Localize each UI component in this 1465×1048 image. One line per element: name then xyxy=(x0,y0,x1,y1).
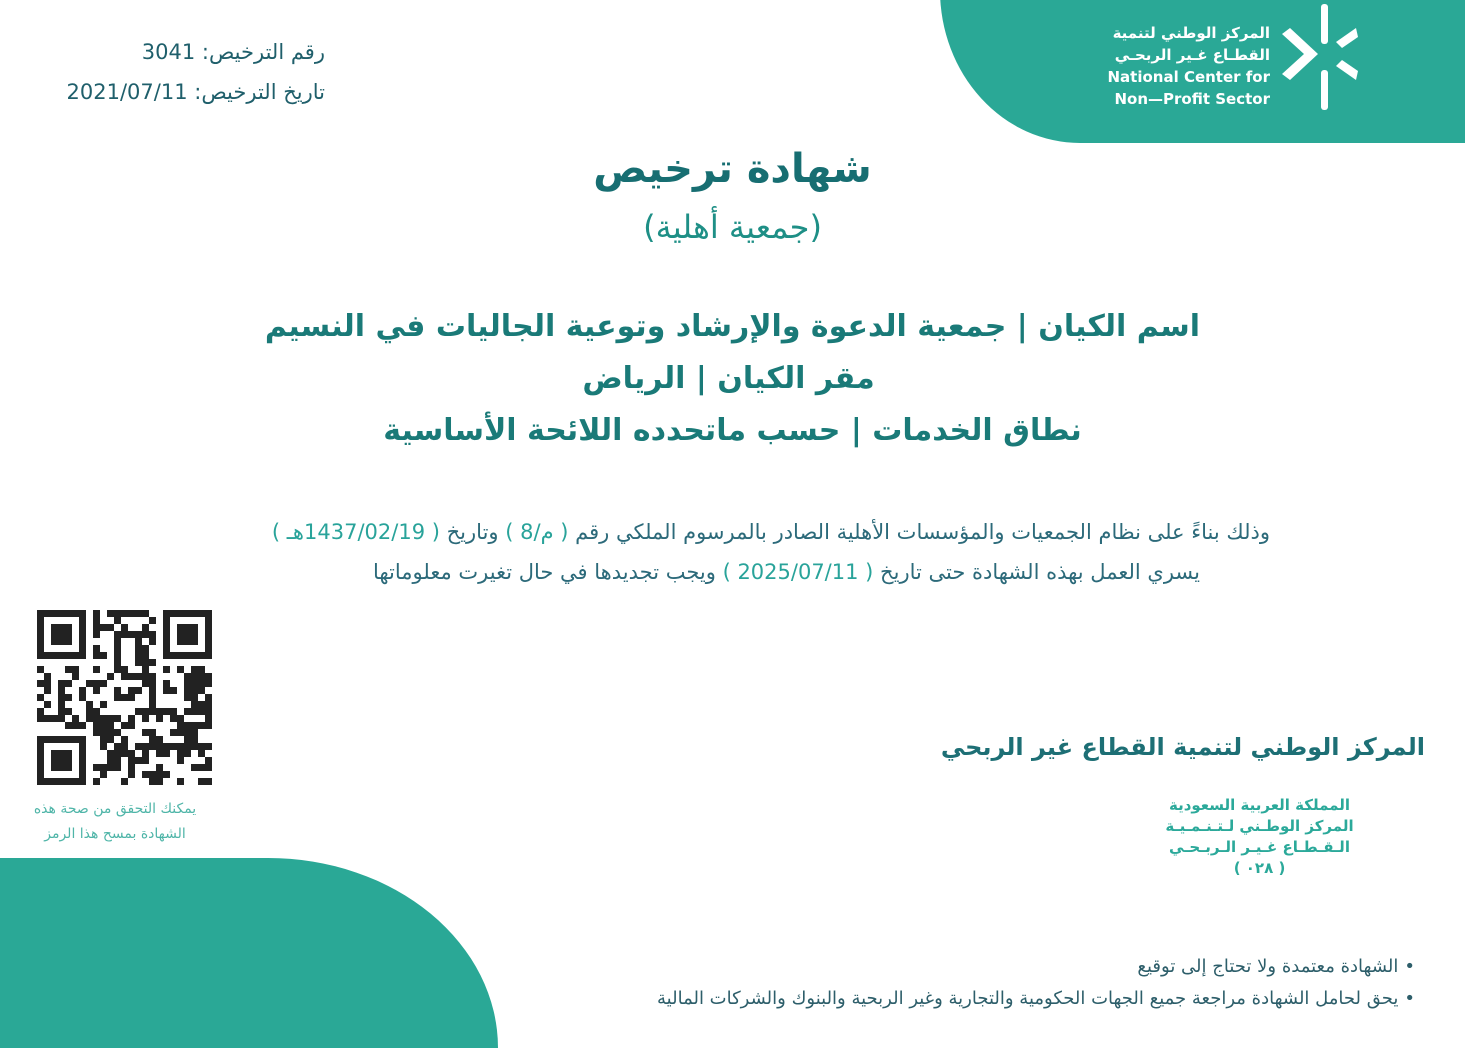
qr-caption-line2: الشهادة بمسح هذا الرمز xyxy=(44,826,186,842)
logo-english-line2: Non—Profit Sector xyxy=(1114,90,1270,108)
license-date: تاريخ الترخيص: 2021/07/11 xyxy=(66,80,325,104)
stamp-line2: المركز الوطـني لـتـنـمـيـة xyxy=(1165,817,1354,835)
entity-name: اسم الكيان | جمعية الدعوة والإرشاد وتوعية الجاليات في النسيم xyxy=(264,309,1201,344)
decree-number: ( م/8 ) xyxy=(505,520,569,544)
note-text: يحق لحامل الشهادة مراجعة جميع الجهات الحكومية والتجارية وغير الربحية والبنوك والشركات المالية xyxy=(657,988,1399,1009)
validity-line xyxy=(150,560,1200,584)
qr-caption-line1: يمكنك التحقق من صحة هذه xyxy=(33,801,197,817)
ncnp-logo-icon xyxy=(1278,4,1358,110)
stamp-line3: الـقـطـاع غـيـر الـربـحـي xyxy=(1169,838,1350,856)
license-number: رقم الترخيص: 3041 xyxy=(141,40,325,64)
bullet-icon: • xyxy=(1404,988,1415,1009)
certificate-title: شهادة ترخيص xyxy=(593,146,872,192)
expiry-date: ( 2025/07/11 ) xyxy=(722,560,874,584)
footer-teal-shape xyxy=(0,858,498,1048)
decree-date: ( 1437/02/19هـ ) xyxy=(271,520,440,544)
issuer-stamp xyxy=(1162,795,1357,879)
legal-basis-line xyxy=(160,520,1270,544)
verification-qr-code[interactable] xyxy=(37,610,212,785)
logo-english-line1: National Center for xyxy=(1107,68,1270,86)
issuer-name: المركز الوطني لتنمية القطاع غير الربحي xyxy=(940,733,1425,761)
qr-caption xyxy=(15,797,215,847)
entity-headquarters: مقر الكيان | الرياض xyxy=(582,361,875,396)
note-item xyxy=(1137,956,1415,977)
bullet-icon: • xyxy=(1404,956,1415,977)
service-scope: نطاق الخدمات | حسب ماتحدده اللائحة الأساسية xyxy=(383,413,1082,448)
stamp-line1: المملكة العربية السعودية xyxy=(1168,796,1351,814)
logo-arabic-line1: المركز الوطني لتنمية xyxy=(1112,24,1270,42)
basis-text: وذلك بناءً على نظام الجمعيات والمؤسسات الأهلية الصادر بالمرسوم الملكي رقم xyxy=(575,520,1270,544)
validity-text: ويجب تجديدها في حال تغيرت معلوماتها xyxy=(372,560,716,584)
note-item xyxy=(657,988,1415,1009)
logo-arabic-line2: القطـاع غـير الربحـي xyxy=(1114,46,1270,64)
certificate-subtitle: (جمعية أهلية) xyxy=(643,208,822,246)
basis-text: وتاريخ xyxy=(446,520,499,544)
note-text: الشهادة معتمدة ولا تحتاج إلى توقيع xyxy=(1137,956,1399,977)
logo-text xyxy=(1107,22,1270,110)
validity-text: يسري العمل بهذه الشهادة حتى تاريخ xyxy=(880,560,1200,584)
stamp-line4: ( ٠٢٨ ) xyxy=(1233,859,1286,877)
